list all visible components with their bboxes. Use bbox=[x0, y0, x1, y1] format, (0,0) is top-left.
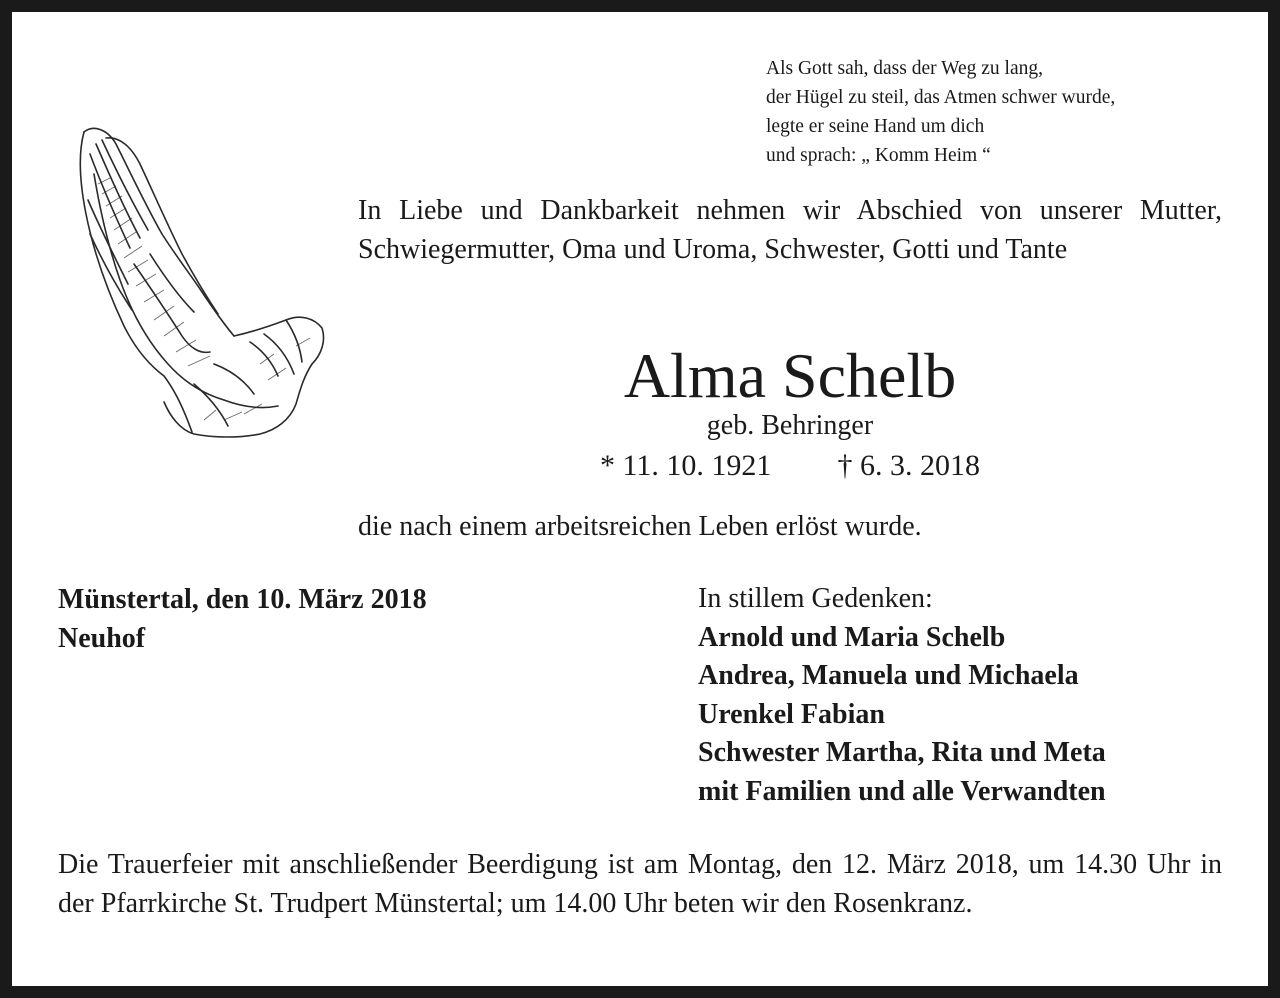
intro-text: In Liebe und Dankbarkeit nehmen wir Abschied von unserer Mutter, Schwiegermutter, Oma und Uroma, Schwester, Gotti und Tante bbox=[358, 195, 1222, 265]
maiden-name: geb. Behringer bbox=[706, 410, 874, 441]
place-line: Neuhof bbox=[58, 623, 146, 654]
mourner-name: Andrea, Manuela und Michaela bbox=[698, 660, 1079, 692]
mourner-name: Schwester Martha, Rita und Meta bbox=[698, 737, 1106, 769]
life-dates bbox=[358, 446, 1222, 486]
birth-date: * 11. 10. 1921 bbox=[600, 449, 772, 482]
mourners-heading: In stillem Gedenken: bbox=[698, 583, 933, 614]
mourner-name: mit Familien und alle Verwandten bbox=[698, 775, 1106, 807]
mourners-block bbox=[698, 580, 1238, 812]
place-date-line: Münstertal, den 10. März 2018 bbox=[58, 584, 427, 615]
deceased-name: Alma Schelb bbox=[623, 340, 957, 411]
funeral-notice: Die Trauerfeier mit anschließender Beerdigung ist am Montag, den 12. März 2018, um 14.30 Uhr in der Pfarrkirche St. Trudpert Münstertal; um 14.00 Uhr beten wir den Rosenkranz. bbox=[58, 849, 1222, 919]
released-text: die nach einem arbeitsreichen Leben erlöst wurde. bbox=[358, 511, 922, 542]
place-and-date bbox=[58, 580, 618, 658]
mourner-name: Urenkel Fabian bbox=[698, 698, 885, 730]
praying-hands-icon bbox=[64, 114, 326, 446]
mourner-name: Arnold und Maria Schelb bbox=[698, 621, 1006, 653]
poem bbox=[766, 54, 1246, 170]
poem-line: legte er seine Hand um dich bbox=[766, 116, 985, 137]
poem-line: der Hügel zu steil, das Atmen schwer wurde, bbox=[766, 87, 1116, 108]
poem-line: und sprach: „ Komm Heim “ bbox=[766, 145, 991, 166]
poem-line: Als Gott sah, dass der Weg zu lang, bbox=[766, 58, 1043, 79]
death-date: † 6. 3. 2018 bbox=[837, 449, 980, 482]
